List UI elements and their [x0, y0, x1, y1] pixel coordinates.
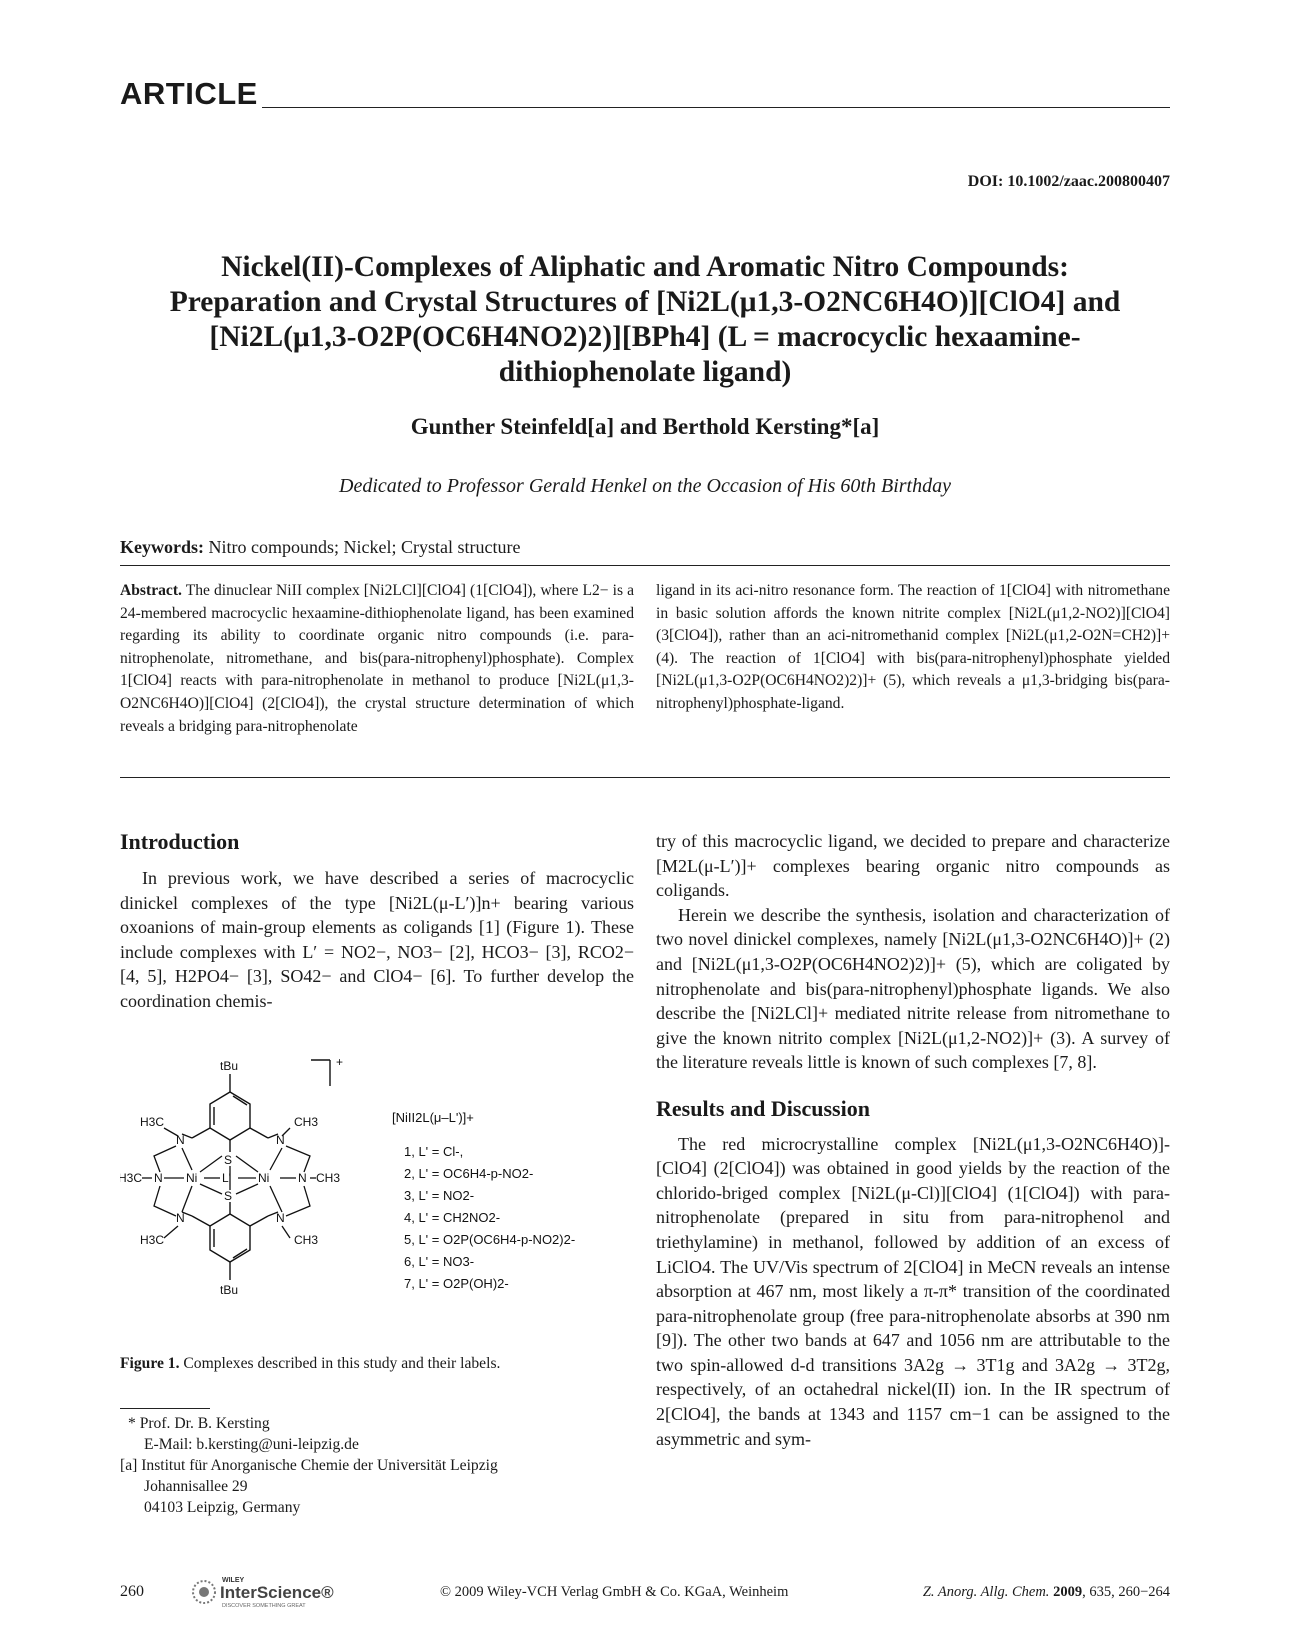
- tbu-top-label: tBu: [220, 1059, 239, 1073]
- logo-tagline: DISCOVER SOMETHING GREAT: [222, 1603, 306, 1609]
- logo-top: WILEY: [222, 1577, 245, 1584]
- complex-formula: [NiII2L(μ–L')]+: [392, 1110, 474, 1125]
- sulfur-top: S: [224, 1153, 233, 1167]
- top-aryl-ring: [192, 1074, 268, 1152]
- complex-item: 6, L' = NO3-: [404, 1254, 475, 1269]
- methyl-label-6: CH3: [294, 1233, 319, 1247]
- complex-item: 4, L' = CH2NO2-: [404, 1210, 501, 1225]
- figure-caption-text: Complexes described in this study and their labels.: [183, 1355, 501, 1372]
- abstract-label: Abstract.: [120, 582, 182, 599]
- nickel-left: Ni: [186, 1171, 198, 1185]
- journal-volume-pages: , 635, 260−264: [1082, 1584, 1170, 1600]
- abstract-left-column: [120, 580, 634, 738]
- keywords-rule: [120, 565, 1170, 566]
- methyl-label-2: CH3: [294, 1115, 319, 1129]
- figure-caption-label: Figure 1.: [120, 1355, 180, 1372]
- complex-list: [404, 1144, 575, 1291]
- authors: Gunther Steinfeld[a] and Berthold Kersting*[a]: [410, 414, 880, 439]
- journal-year: 2009: [1053, 1584, 1083, 1600]
- bridging-ligand: L': [222, 1171, 231, 1185]
- journal-name: Z. Anorg. Allg. Chem.: [922, 1584, 1050, 1600]
- complex-item: 1, L' = Cl-,: [404, 1144, 464, 1159]
- journal-reference: [923, 1584, 1170, 1601]
- footnote-correspondence: * Prof. Dr. B. Kersting: [128, 1415, 270, 1432]
- dedication: Dedicated to Professor Gerald Henkel on the Occasion of His 60th Birthday: [339, 475, 951, 497]
- charge-bracket: [311, 1055, 343, 1086]
- footnote-affiliation: [a] Institut für Anorganische Chemie der Universität Leipzig: [120, 1457, 498, 1474]
- nitrogen-5: N: [176, 1211, 185, 1225]
- figure-1: [120, 1052, 634, 1352]
- complex-item: 3, L' = NO2-: [404, 1188, 475, 1203]
- nitrogen-1: N: [176, 1133, 185, 1147]
- footnote-city: 04103 Leipzig, Germany: [144, 1499, 301, 1516]
- right-column: [656, 829, 1170, 1451]
- introduction-paragraph-2: Herein we describe the synthesis, isolation and characterization of two novel dinickel complexes, namely [Ni2L(μ1,3-O2NC6H4O)]+ (2) and [Ni2L(μ1,3-O2P(OC6H4NO2)2)]+ (5), which are coligated by nitrophenolate and bis(para-nitrophenyl)phosphate ligands. We also describe the [Ni2LCl]+ mediated nitrite release from nitromethane to give the known nitrito complex [Ni2L(μ1,2-NO2)]+ (3). A survey of the literature reveals little is known of such complexes [7, 8].: [656, 904, 1170, 1073]
- nitrogen-6: N: [276, 1211, 285, 1225]
- title-line-2: Preparation and Crystal Structures of [Ni2L(μ1,3-O2NC6H4O)][ClO4] and: [169, 286, 1121, 318]
- results-heading: Results and Discussion: [656, 1095, 870, 1121]
- nitrogen-2: N: [276, 1133, 285, 1147]
- nitrogen-3: N: [154, 1171, 163, 1185]
- abstract-right-column: ligand in its aci-nitro resonance form. The reaction of 1[ClO4] with nitromethane in basic solution affords the known nitrite complex [Ni2L(μ1,2-NO2)][ClO4] (3[ClO4]), rather than an aci-nitromethanid complex [Ni2L(μ1,2-O2N=CH2)]+ (4). The reaction of 1[ClO4] with bis(para-nitrophenyl)phosphate yielded [Ni2L(μ1,3-O2P(OC6H4NO2)2)]+ (5), which reveals a μ1,3-bridging bis(para-nitrophenyl)phosphate-ligand.: [656, 582, 1170, 712]
- globe-icon: [193, 1581, 215, 1603]
- charge-label: +: [336, 1055, 344, 1069]
- methyl-label-3: H3C: [120, 1171, 143, 1185]
- complex-item: 7, L' = O2P(OH)2-: [404, 1276, 509, 1291]
- copyright: © 2009 Wiley-VCH Verlag GmbH & Co. KGaA, Weinheim: [440, 1584, 789, 1600]
- introduction-paragraph-1: In previous work, we have described a series of macrocyclic dinickel complexes of the type [Ni2L(μ-L′)]n+ bearing various oxoanions of main-group elements as coligands [1] (Figure 1). These include complexes with L′ = NO2−, NO3− [2], HCO3− [3], RCO2− [4, 5], H2PO4− [3], SO42− and ClO4− [6]. To further develop the coordination chemis-: [120, 868, 634, 1011]
- title-line-4: dithiophenolate ligand): [498, 356, 792, 388]
- footnote-email[interactable]: E-Mail: b.kersting@uni-leipzig.de: [144, 1436, 359, 1453]
- header-rule: [262, 107, 1170, 108]
- doi: DOI: 10.1002/zaac.200800407: [967, 173, 1170, 190]
- results-paragraph-1: The red microcrystalline complex [Ni2L(μ1,3-O2NC6H4O)]-[ClO4] (2[ClO4]) was obtained in good yields by the reaction of the chlorido-briged complex [Ni2L(μ-Cl)][ClO4] (1[ClO4]) with para-nitrophenolate (prepared in situ from para-nitrophenol and triethylamine) in methanol, followed by addition of an excess of LiClO4. The UV/Vis spectrum of 2[ClO4] in MeCN reveals an intense absorption at 467 nm, most likely a π-π* transition of the coordinated para-nitrophenolate group (free para-nitrophenolate absorbs at 390 nm [9]). The other two bands at 647 and 1056 nm are attributable to the two spin-allowed d-d transitions 3A2g → 3T1g and 3A2g → 3T2g, respectively, of an octahedral nickel(II) ion. In the IR spectrum of 2[ClO4], the bands at 1343 and 1157 cm−1 can be assigned to the asymmetric and sym-: [656, 1133, 1170, 1449]
- keywords: [120, 537, 520, 558]
- nickel-right: Ni: [258, 1171, 270, 1185]
- footnotes: [120, 1413, 634, 1518]
- methyl-label-5: H3C: [140, 1233, 165, 1247]
- introduction-heading: Introduction: [120, 829, 240, 854]
- article-title: [120, 250, 1170, 390]
- logo-main: InterScience®: [220, 1583, 334, 1602]
- tbu-bottom-label: tBu: [220, 1283, 239, 1297]
- footnote-rule: [120, 1408, 210, 1409]
- page-number: 260: [120, 1583, 144, 1600]
- introduction-text: [120, 866, 634, 1014]
- bottom-aryl-ring: [192, 1202, 268, 1280]
- figure-caption: [120, 1355, 634, 1373]
- title-line-1: Nickel(II)-Complexes of Aliphatic and Aromatic Nitro Compounds:: [221, 251, 1069, 283]
- sulfur-bottom: S: [224, 1189, 233, 1203]
- abstract-rule: [120, 777, 1170, 778]
- complex-item: 2, L' = OC6H4-p-NO2-: [404, 1166, 534, 1181]
- section-label: ARTICLE: [120, 76, 258, 111]
- methyl-label-4: CH3: [316, 1171, 341, 1185]
- nitrogen-4: N: [298, 1171, 307, 1185]
- complex-item: 5, L' = O2P(OC6H4-p-NO2)2-: [404, 1232, 576, 1247]
- interscience-logo: [188, 1570, 358, 1610]
- keywords-text: Nitro compounds; Nickel; Crystal structure: [208, 537, 521, 557]
- footnote-street: Johannisallee 29: [144, 1478, 248, 1495]
- abstract-left-text: The dinuclear NiII complex [Ni2LCl][ClO4] (1[ClO4]), where L2− is a 24-membered macrocyclic hexaamine-dithiophenolate ligand, has been examined regarding its ability to coordinate organic nitro compounds (i.e. para-nitrophenolate, nitromethane, and bis(para-nitrophenyl)phosphate). Complex 1[ClO4] reacts with para-nitrophenolate in methanol to produce [Ni2L(μ1,3-O2NC6H4O)][ClO4] (2[ClO4]), the crystal structure determination of which reveals a bridging para-nitrophenolate: [120, 582, 634, 735]
- keywords-label: Keywords:: [120, 537, 204, 557]
- title-line-3: [Ni2L(μ1,3-O2P(OC6H4NO2)2)][BPh4] (L = macrocyclic hexaamine-: [209, 321, 1081, 353]
- introduction-paragraph-1-continued: try of this macrocyclic ligand, we decided to prepare and characterize [M2L(μ-L′)]+ complexes bearing organic nitro compounds as coligands.: [656, 831, 1170, 901]
- methyl-label-1: H3C: [140, 1115, 165, 1129]
